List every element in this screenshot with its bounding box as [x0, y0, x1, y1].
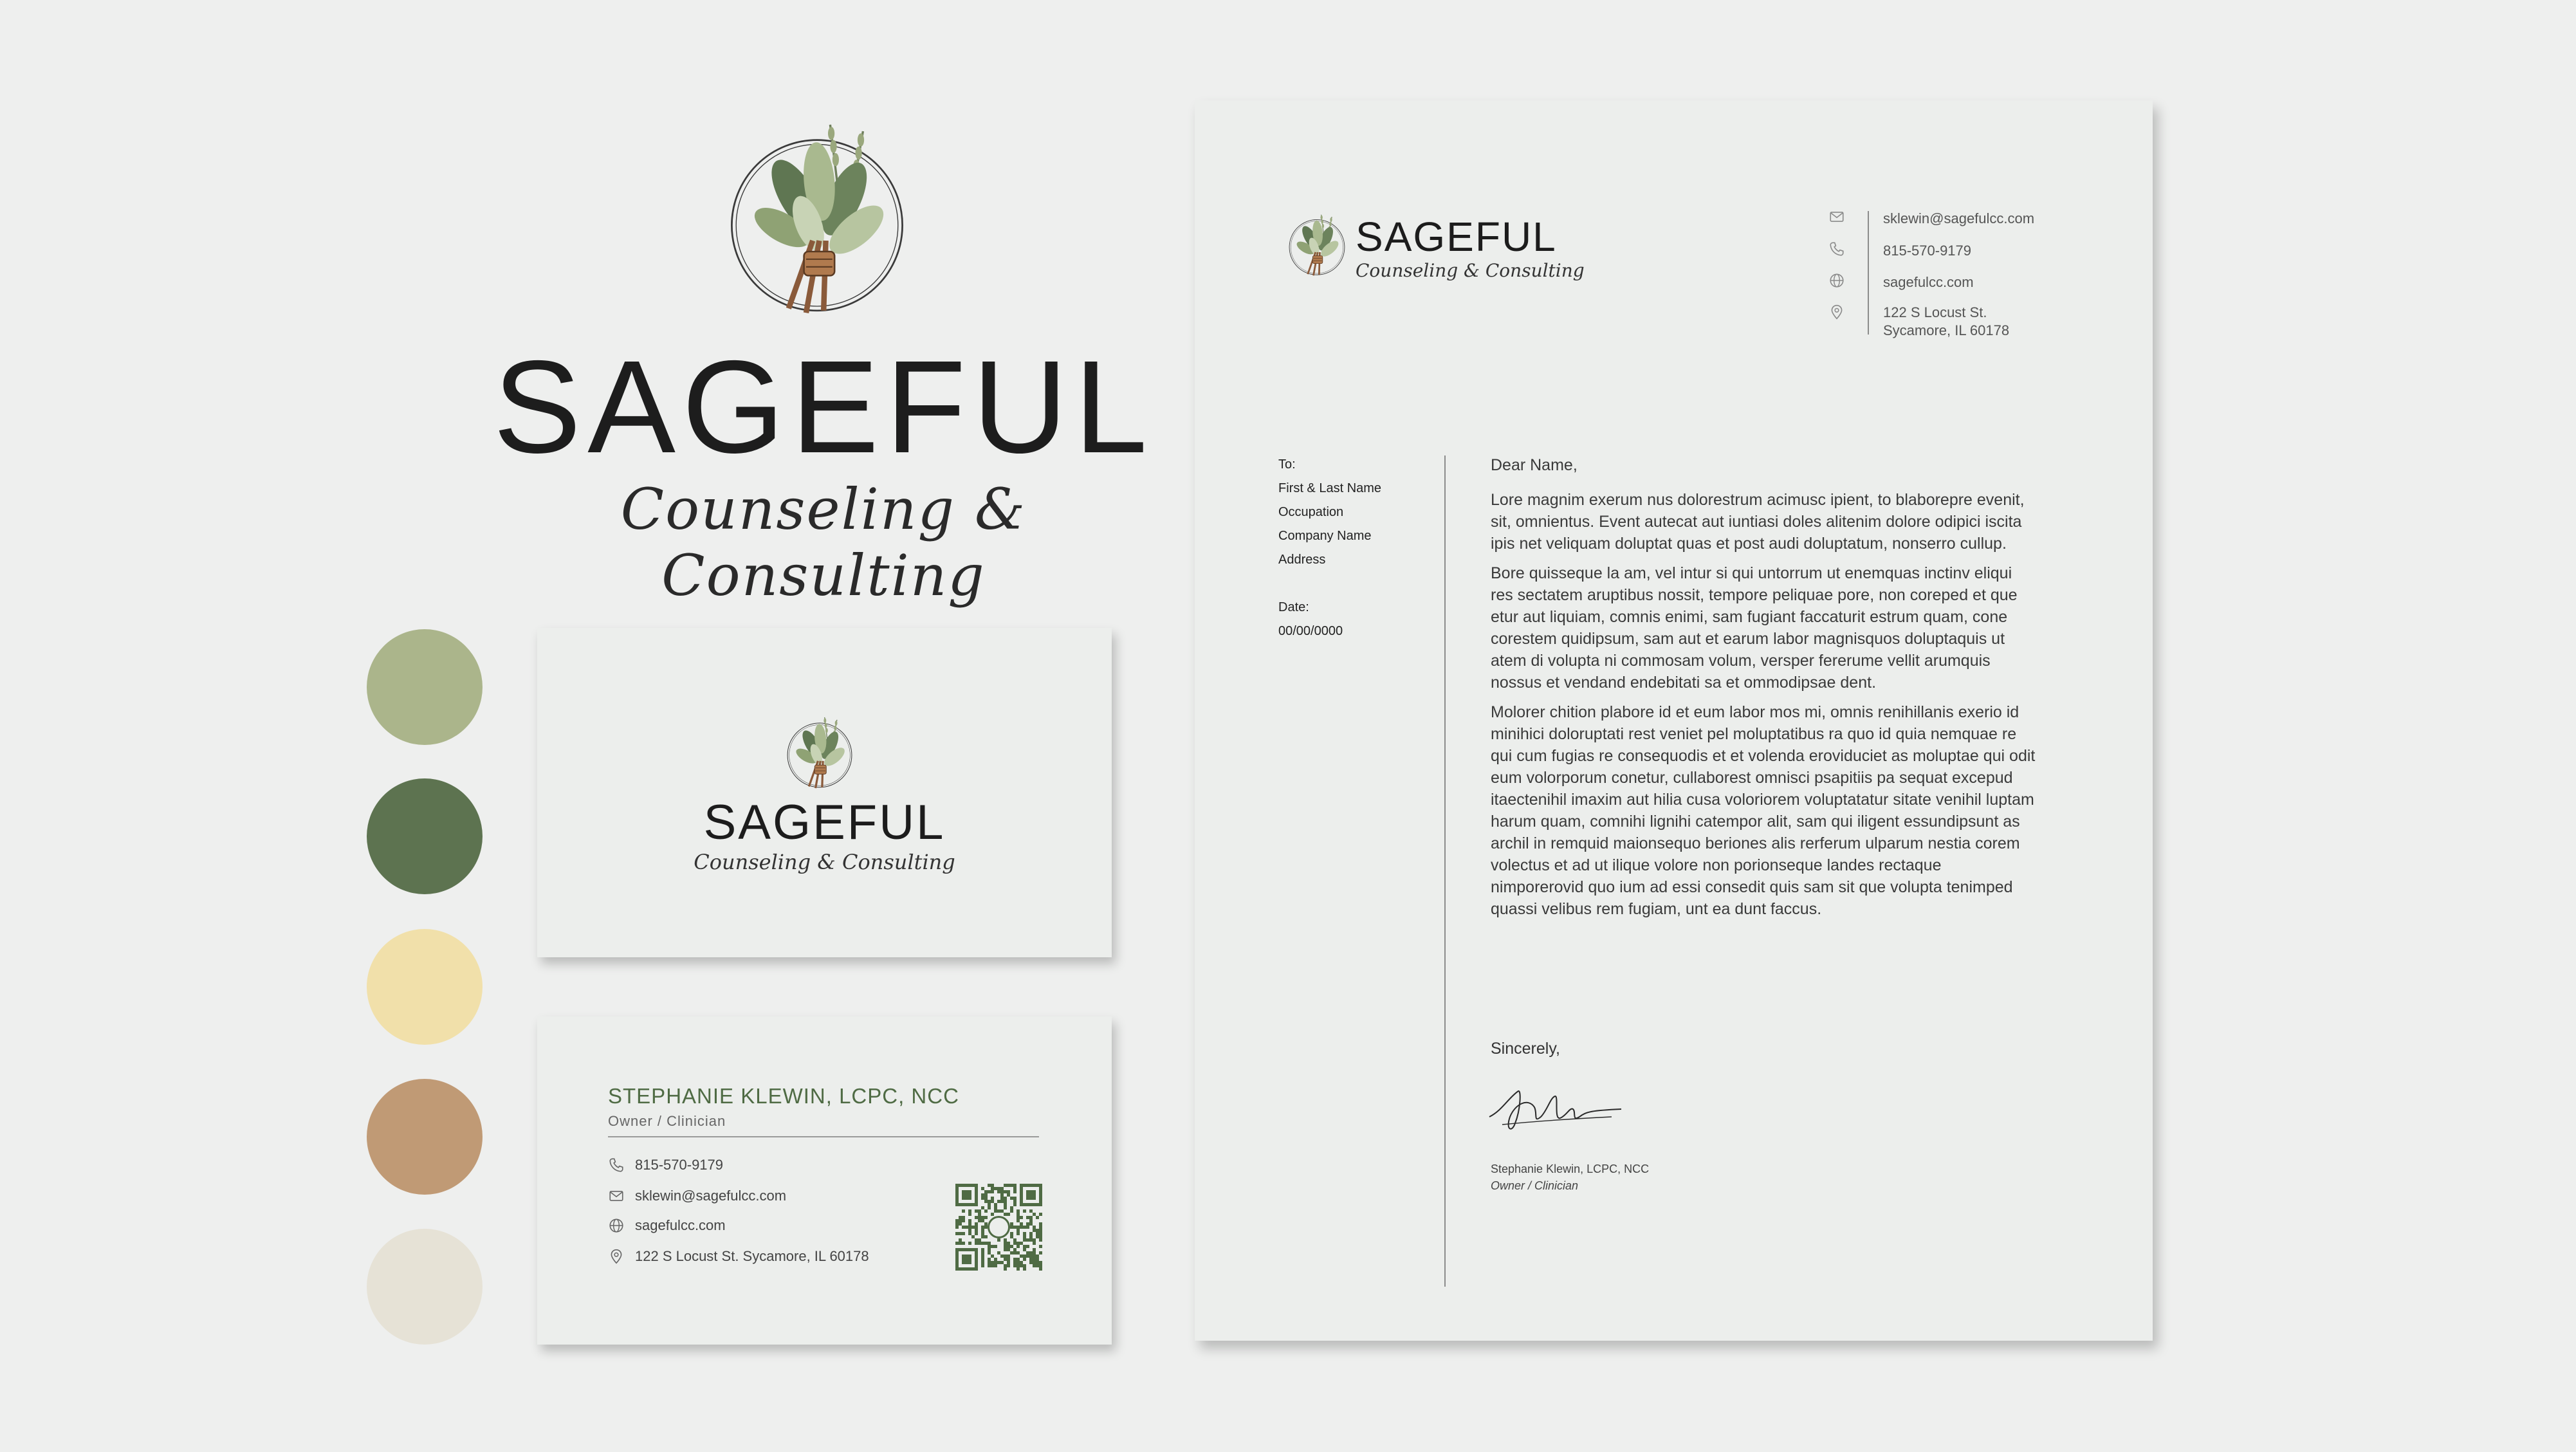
mail-icon	[608, 1188, 625, 1204]
signer-name: Stephanie Klewin, LCPC, NCC	[1491, 1163, 1650, 1175]
business-card-back	[537, 1016, 1112, 1345]
card-address-row	[608, 1248, 869, 1265]
location-pin-icon	[1828, 304, 1845, 320]
letter-body	[1491, 454, 2038, 928]
qr-code-icon	[955, 1184, 1042, 1271]
handwritten-signature	[1483, 1072, 1631, 1143]
globe-icon	[1828, 272, 1845, 289]
card-email-row	[608, 1188, 786, 1204]
card-website-row	[608, 1217, 726, 1234]
card-wordmark: SAGEFUL	[703, 795, 946, 850]
recipient-company: Company Name	[1278, 529, 1372, 543]
color-swatch-linen	[367, 1229, 483, 1345]
date-label: Date:	[1278, 600, 1309, 614]
body-paragraph: Molorer chition plabore id et eum labor mos mi, omnis renihillanis exerio id minihici doloruptati rest veniet pel moluptatibus ra quo id quia nemquae re qui cum fugias re consequodis et et volenda eroviduciet as moluptae qui odit eum volorporum conetur, cullaborest omnisci psapitiis pa sequat excepud itaectenihil imaxim aut hilia cusa voloriorem voluptatatur sitate venihil luptam harum quam, comnihi lignihi catempor alit, sam qui iligent essundipsunt as archil in remquid maionsequo beriones alis rerferum ulparum nestia corem volectus et ad ut ilique volore non porionseque landes rectaque nimporerovid quo ium ad essi consedit quis sam sit que volupta tenimped quassi velibus rem fugiam, unt ea dunt faccus.	[1491, 703, 2036, 918]
phone-icon	[608, 1157, 625, 1173]
to-label: To:	[1278, 457, 1296, 472]
letterhead-website: sagefulcc.com	[1883, 274, 1974, 290]
sage-bundle-logo-icon	[778, 712, 861, 794]
salutation: Dear Name,	[1491, 456, 1578, 474]
signer-block	[1491, 1161, 1649, 1194]
letterhead-tagline: Counseling & Consulting	[1356, 260, 1585, 281]
recipient-block	[1278, 453, 1381, 643]
location-pin-icon	[608, 1248, 625, 1265]
letterhead-address-line2: Sycamore, IL 60178	[1883, 322, 2010, 338]
sage-bundle-logo-icon	[708, 109, 926, 328]
divider	[1868, 211, 1869, 335]
card-holder-name: STEPHANIE KLEWIN, LCPC, NCC	[608, 1084, 959, 1108]
card-tagline: Counseling & Consulting	[694, 850, 955, 874]
card-phone-row	[608, 1157, 723, 1173]
letterhead-page	[1195, 100, 2153, 1341]
sage-bundle-logo-icon	[1282, 210, 1352, 280]
color-swatch-forest	[367, 778, 483, 894]
color-swatch-cream	[367, 929, 483, 1045]
letterhead-email: sklewin@sagefulcc.com	[1883, 210, 2035, 226]
signer-role: Owner / Clinician	[1491, 1179, 1579, 1192]
letterhead-phone: 815-570-9179	[1883, 243, 1972, 259]
recipient-address: Address	[1278, 553, 1326, 567]
brand-wordmark: SAGEFUL	[493, 333, 1154, 481]
letterhead-wordmark: SAGEFUL	[1356, 214, 1557, 260]
letterhead-address	[1883, 304, 2009, 339]
card-address-text: 122 S Locust St. Sycamore, IL 60178	[635, 1248, 869, 1264]
brand-tagline: Counseling & Consulting	[620, 476, 1027, 609]
recipient-name: First & Last Name	[1278, 481, 1382, 495]
divider	[608, 1136, 1039, 1137]
card-holder-role: Owner / Clinician	[608, 1113, 726, 1129]
divider	[1444, 455, 1446, 1287]
body-paragraph: Lore magnim exerum nus dolorestrum acimusc ipient, to blaborepre evenit, sit, omnientus. Event autecat aut iuntiasi doles alitenim dolore odipici iscita ipis net veliquam doluptat quas et post audi doluptatum, nonserro cullup.	[1491, 491, 2025, 553]
card-phone-text: 815-570-9179	[635, 1157, 724, 1173]
card-email-text: sklewin@sagefulcc.com	[635, 1188, 787, 1204]
date-value: 00/00/0000	[1278, 624, 1343, 638]
business-card-front	[537, 628, 1112, 957]
color-swatch-sage	[367, 629, 483, 745]
mail-icon	[1828, 208, 1845, 225]
card-website-text: sagefulcc.com	[635, 1217, 726, 1233]
closing: Sincerely,	[1491, 1040, 1560, 1058]
recipient-occupation: Occupation	[1278, 505, 1344, 519]
color-swatch-clay	[367, 1079, 483, 1195]
phone-icon	[1828, 241, 1845, 257]
body-paragraph: Bore quisseque la am, vel intur si qui untorrum ut enemquas inctinv eliqui res sectatem aruptibus nossit, tempore peliquae pore, non coreped et que etur aut liquiam, comnis enimi, sam fugiant faccaturit estrum quam, cone corestem quidipsum, sam aut et earum labor magnisquos doluptaquis ut atem di volupta ni commosam volum, versper fererume vellit arumquis nossus et vendand endebitati sa et ommodipsae dent.	[1491, 564, 2018, 692]
letterhead-address-line1: 122 S Locust St.	[1883, 304, 1987, 320]
globe-icon	[608, 1217, 625, 1234]
